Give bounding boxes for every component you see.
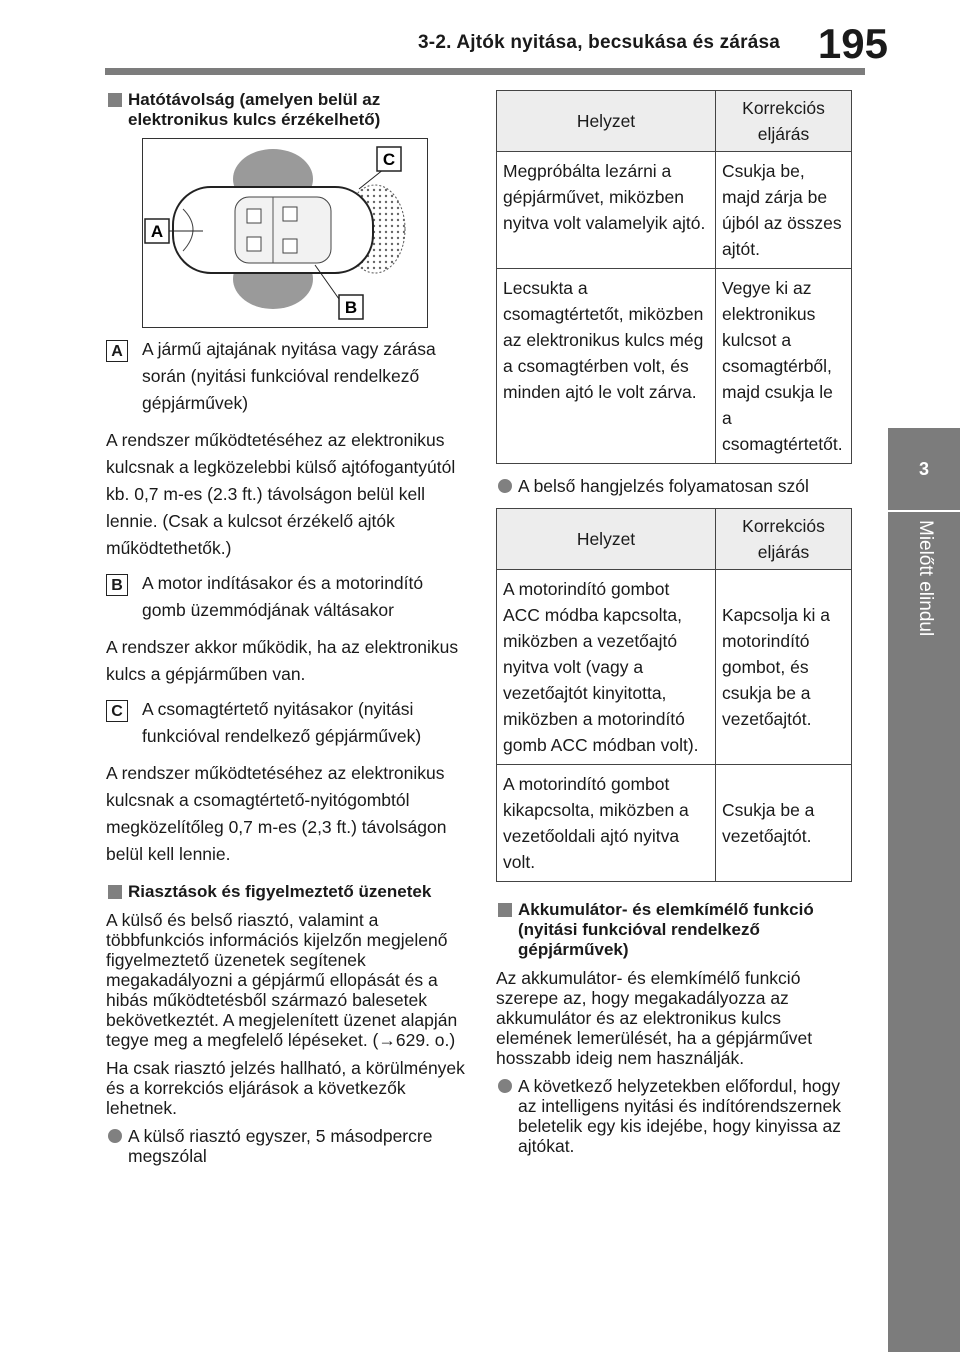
table-cell: Csukja be a vezetőajtót. xyxy=(716,765,852,882)
table-row xyxy=(497,765,852,882)
square-bullet-icon xyxy=(108,885,122,899)
table-cell: Csukja be, majd zárja be újból az összes ajtót. xyxy=(716,152,852,269)
bullet-delay xyxy=(496,1076,856,1156)
header-rule xyxy=(105,68,865,75)
diagram-label-b: B xyxy=(344,298,358,317)
key-range-diagram xyxy=(142,138,428,328)
table-interior-buzzer xyxy=(496,508,852,882)
bullet-delay-text: A következő helyzetekben előfordul, hogy az intelligens nyitási és indítórendszernek beletelik egy kis idejébe, hogy kinyissa az ajtókat. xyxy=(518,1076,841,1156)
round-bullet-icon xyxy=(498,1079,512,1093)
item-c-text: A csomagtértető nyitásakor (nyitási funkcióval rendelkező gépjárművek) xyxy=(142,699,422,746)
tag-b: B xyxy=(106,574,128,596)
table-cell: Megpróbálta lezárni a gépjárművet, miközben nyitva volt valamelyik ajtó. xyxy=(497,152,716,269)
right-column xyxy=(496,90,856,1164)
chapter-number-tab[interactable]: 3 xyxy=(888,428,960,510)
square-bullet-icon xyxy=(498,903,512,917)
tag-c: C xyxy=(106,700,128,722)
table-cell: Kapcsolja ki a motorindító gombot, és csukja be a vezetőajtót. xyxy=(716,570,852,765)
table-row xyxy=(497,269,852,464)
heading-range-text: Hatótávolság (amelyen belül az elektronikus kulcs érzékelhető) xyxy=(128,90,381,129)
heading-alarms-text: Riasztások és figyelmeztető üzenetek xyxy=(128,882,432,901)
heading-alarms xyxy=(106,882,466,902)
page-number: 195 xyxy=(817,20,888,67)
table-cell: Vegye ki az elektronikus kulcsot a csomagtérből, majd csukja le a csomagtértetőt. xyxy=(716,269,852,464)
table-header-situation: Helyzet xyxy=(497,91,716,152)
chapter-title: Mielőtt elindul xyxy=(915,520,936,637)
table-cell: Lecsukta a csomagtértetőt, miközben az elektronikus kulcs még a csomagtérben volt, és minden ajtó le volt zárva. xyxy=(497,269,716,464)
paragraph-c: A rendszer működtetéséhez az elektronikus kulcsnak a csomagtértető-nyitógombtól megközelítőleg 0,7 m-es (2,3 ft.) távolságon belül kell lennie. xyxy=(106,763,447,864)
section-title: 3-2. Ajtók nyitása, becsukása és zárása xyxy=(418,32,780,53)
square-bullet-icon xyxy=(108,93,122,107)
item-a xyxy=(106,336,466,417)
table-header-procedure: Korrekciós eljárás xyxy=(716,509,852,570)
diagram-label-c: C xyxy=(382,150,396,169)
paragraph-e: Ha csak riasztó jelzés hallható, a körülmények és a korrekciós eljárások a következők lehetnek. xyxy=(106,1058,465,1118)
left-column xyxy=(106,90,466,1174)
round-bullet-icon xyxy=(108,1129,122,1143)
item-a-text: A jármű ajtajának nyitása vagy zárása során (nyitási funkcióval rendelkező gépjárművek) xyxy=(142,339,436,413)
paragraph-a: A rendszer működtetéséhez az elektronikus kulcsnak a legközelebbi külső ajtófogantyútól kb. 0,7 m-es (2.3 ft.) távolságon belül kell lennie. (Csak a kulcsot érzékelő ajtók működtethetők.) xyxy=(106,430,456,558)
car-seat xyxy=(283,207,297,221)
item-c xyxy=(106,696,466,750)
table-cell: A motorindító gombot ACC módba kapcsolta, miközben a vezetőajtó nyitva volt (vagy a vezetőajtót kinyitotta, miközben a motorindító gomb ACC módban volt). xyxy=(497,570,716,765)
table-cell: A motorindító gombot kikapcsolta, miközben a vezetőoldali ajtó nyitva volt. xyxy=(497,765,716,882)
diagram-label-a: A xyxy=(150,222,164,241)
heading-battery-saving-text: Akkumulátor- és elemkímélő funkció (nyitási funkcióval rendelkező gépjárművek) xyxy=(518,900,814,959)
paragraph-b: A rendszer akkor működik, ha az elektronikus kulcs a gépjárműben van. xyxy=(106,637,459,684)
table-header-situation: Helyzet xyxy=(497,509,716,570)
heading-battery-saving xyxy=(496,900,856,960)
bullet-internal-buzzer-text: A belső hangjelzés folyamatosan szól xyxy=(518,476,809,496)
table-row xyxy=(497,152,852,269)
item-b xyxy=(106,570,466,624)
round-bullet-icon xyxy=(498,479,512,493)
paragraph-f: Az akkumulátor- és elemkímélő funkció szerepe az, hogy megakadályozza az akkumulátor és az elektronikus kulcs elemének lemerülését, ha a gépjárművet hosszabb ideig nem használják. xyxy=(496,968,813,1068)
table-header-row xyxy=(497,91,852,152)
paragraph-d: A külső és belső riasztó, valamint a többfunkciós információs kijelzőn megjelenő figyelmeztető üzenetek segítenek megakadályozni a gépjármű ellopását és a hibás működtetésből származó balesetek bekövetkeztét. A megjelenített üzenet alapján tegye meg a megfelelő lépéseket. (→629. o.) xyxy=(106,910,458,1050)
table-header-row xyxy=(497,509,852,570)
bullet-external-alarm-text: A külső riasztó egyszer, 5 másodpercre megszólal xyxy=(128,1126,433,1166)
car-seat xyxy=(247,237,261,251)
heading-range xyxy=(106,90,466,130)
bullet-external-alarm xyxy=(106,1126,466,1166)
chapter-side-bar xyxy=(888,512,960,1352)
car-seat xyxy=(283,239,297,253)
table-exterior-alarm xyxy=(496,90,852,464)
bullet-internal-buzzer xyxy=(496,476,856,496)
table-row xyxy=(497,570,852,765)
tag-a: A xyxy=(106,340,128,362)
table-header-procedure: Korrekciós eljárás xyxy=(716,91,852,152)
item-b-text: A motor indításakor és a motorindító gomb üzemmódjának váltásakor xyxy=(142,573,424,620)
car-seat xyxy=(247,209,261,223)
